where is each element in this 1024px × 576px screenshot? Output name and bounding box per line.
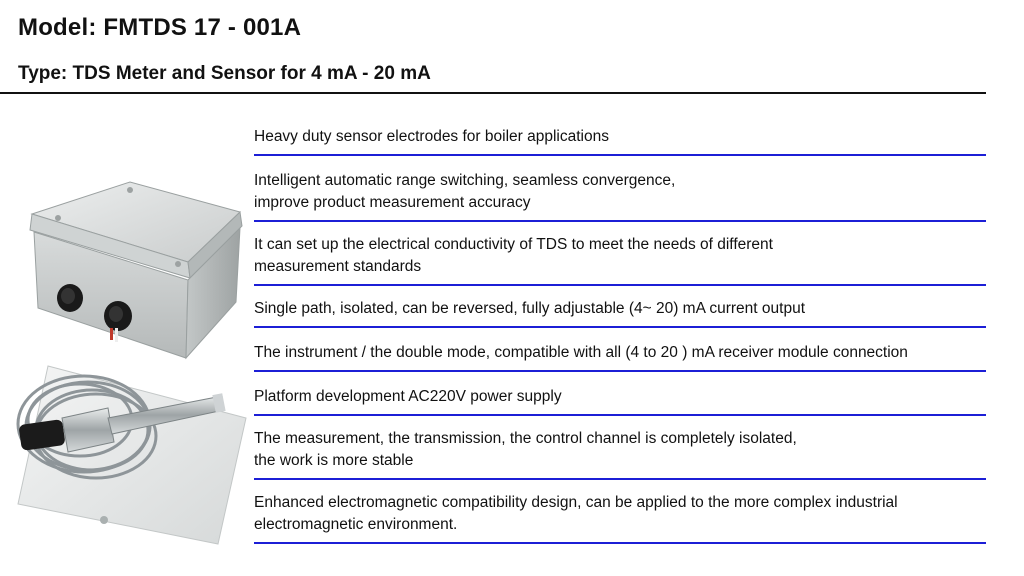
- type-heading: [18, 63, 431, 85]
- feature-item: Single path, isolated, can be reversed, fully adjustable (4~ 20) mA current output: [254, 298, 986, 328]
- enclosure-box-image: [18, 168, 250, 364]
- feature-item: Platform development AC220V power supply: [254, 386, 986, 416]
- cable-gland-left: [57, 284, 83, 312]
- tds-sensor-image: [8, 344, 250, 546]
- feature-item: Enhanced electromagnetic compatibility design, can be applied to the more complex industrial electromagnetic environment.: [254, 492, 986, 544]
- feature-item: Heavy duty sensor electrodes for boiler applications: [254, 126, 986, 156]
- feature-item: The instrument / the double mode, compatible with all (4 to 20 ) mA receiver module connection: [254, 342, 986, 372]
- feature-item: The measurement, the transmission, the control channel is completely isolated, the work is more stable: [254, 428, 986, 480]
- header-divider: [0, 92, 986, 94]
- feature-item: Intelligent automatic range switching, seamless convergence, improve product measurement accuracy: [254, 170, 986, 222]
- type-value: TDS Meter and Sensor for 4 mA - 20 mA: [72, 63, 431, 84]
- type-label: Type:: [18, 63, 68, 84]
- model-value: FMTDS 17 - 001A: [103, 14, 302, 41]
- model-label: Model:: [18, 14, 97, 41]
- model-heading: [18, 14, 301, 42]
- feature-item: It can set up the electrical conductivity of TDS to meet the needs of different measurement standards: [254, 234, 986, 286]
